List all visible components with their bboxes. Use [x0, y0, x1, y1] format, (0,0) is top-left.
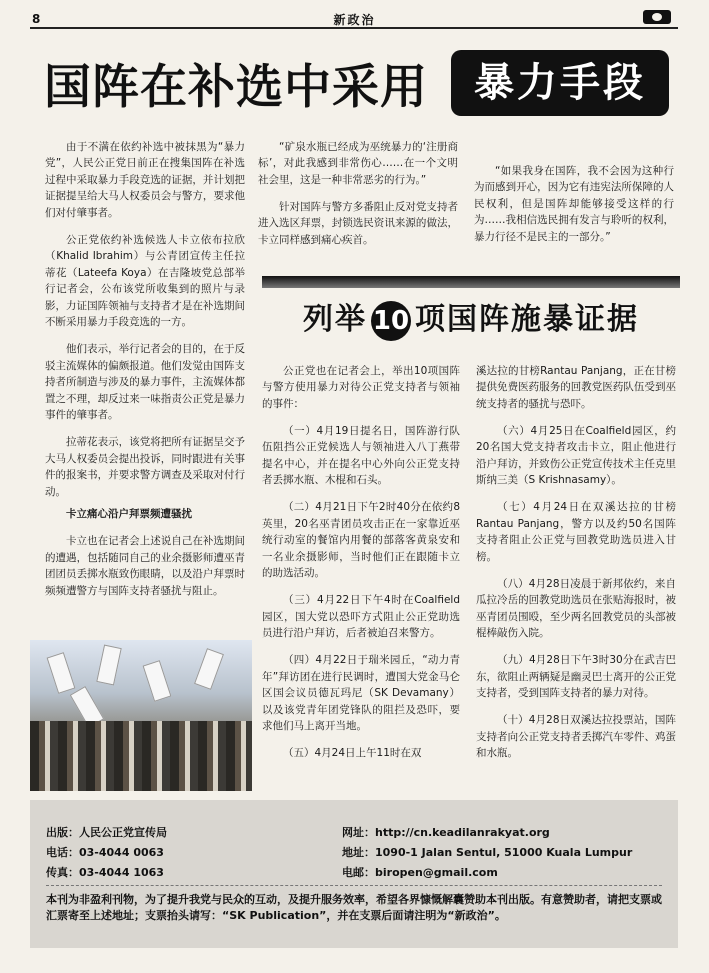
- headline-main: 国阵在补选中采用: [44, 60, 428, 115]
- article-column-1: [45, 128, 245, 605]
- article-column-2: [258, 128, 458, 254]
- evidence-item: （九）4月28日下午3时30分在武吉巴东，欲阻止两辆疑是幽灵巴士离开的公正党支持者，受到国阵支持者的暴力对待。: [476, 654, 676, 699]
- rally-crowd-photo-icon: [30, 640, 252, 791]
- evidence-item: （三）4月22日下午4时在Coalfield园区，国大党以恐吓方式阻止公正党助选员进行沿户拜访，后者被迫召来警方。: [262, 594, 460, 639]
- flag-icon: [96, 645, 122, 686]
- publication-name: 新政治: [333, 13, 376, 27]
- evidence-item: 公正党也在记者会上，举出10项国阵与警方使用暴力对待公正党支持者与领袖的事件：: [262, 364, 460, 410]
- evidence-item: （六）4月25日在Coalfield园区，约20名国大党支持者攻击卡立，阻止他进行沿户拜访，并致伤公正党宣传技术主任克里斯纳三美（S Krishnasamy）。: [476, 424, 676, 486]
- crowd-shape: [30, 721, 252, 791]
- section-title: [262, 297, 680, 343]
- article-quote: “如果我身在国阵，我不会因为这种行为而感到开心，因为它有违宪法所保障的人民权利，但是国阵却能够接受这样的行为……我相信选民拥有发言与聆听的权利，暴力行径不是民主的一部分。”: [474, 164, 674, 243]
- flag-icon: [194, 648, 224, 690]
- section-title-after: 项国阵施暴证据: [415, 302, 639, 337]
- fax-line: 传真：03-4044 1063: [46, 866, 164, 879]
- section-divider-bar: [262, 276, 680, 288]
- section-column-a: [262, 352, 460, 768]
- flag-icon: [143, 660, 172, 702]
- article-paragraph: 针对国阵与警方多番阻止反对党支持者进入选区拜票，封锁选民资讯来源的做法，卡立同样感到痛心疾首。: [258, 200, 458, 246]
- article-column-3: [474, 152, 674, 251]
- evidence-item: （七）4月24日在双溪达拉的甘榜Rantau Panjang，警方以及约50名国阵支持者阻止公正党与回教党助选员进入甘榜。: [476, 501, 676, 563]
- article-quote: “矿泉水瓶已经成为巫统暴力的‘注册商标’，对此我感到非常伤心……在一个文明社会里，这是一种非常恶劣的行为。”: [258, 140, 458, 186]
- kr-logo-icon: [643, 10, 671, 24]
- evidence-item: （十）4月28日双溪达拉投票站，国阵支持者向公正党支持者丢掷汽车零件、鸡蛋和水瓶。: [476, 714, 676, 759]
- article-paragraph: 由于不满在依约补选中被抹黑为“暴力党”，人民公正党日前正在搜集国阵在补选过程中采取暴力手段竞选的证据，并计划把证据提呈给大马人权委员会与警方，要求他们对付肇事者。: [45, 140, 245, 219]
- address-line: 地址：1090-1 Jalan Sentul, 51000 Kuala Lumpur: [342, 846, 633, 859]
- email-line[interactable]: 电邮：biropen@gmail.com: [342, 866, 498, 879]
- flag-icon: [47, 652, 76, 694]
- phone-line: 电话：03-4044 0063: [46, 846, 164, 859]
- article-paragraph: 他们表示，举行记者会的目的，在于反驳主流媒体的偏颇报道。他们发觉由国阵支持者所制造与涉及的暴力事件，主流媒体都置之不理，却反过来一味指责公正党是暴力事件的肇事者。: [45, 343, 245, 421]
- website-line[interactable]: 网址：http://cn.keadilanrakyat.org: [342, 826, 550, 839]
- evidence-item: （五）4月24日上午11时在双: [283, 747, 422, 759]
- page-number: 8: [32, 12, 41, 26]
- evidence-item: （二）4月21日下午2时40分在依约8英里，20名巫青团员攻击正在一家靠近巫统行动室的餐馆内用餐的部落客黄泉安和一名业余摄影师，当时他们正在跟随卡立的助选活动。: [262, 501, 460, 579]
- evidence-item: 溪达拉的甘榜Rantau Panjang，正在甘榜提供免费医药服务的回教党医药队伍受到巫统支持者的骚扰与恐吓。: [476, 364, 676, 410]
- sponsorship-note: 本刊为非盈利刊物，为了提升我党与民众的互动，及提升服务效率，希望各界慷慨解囊赞助本刊出版。有意赞助者，请把支票或汇票寄至上述地址；支票抬头请写：“SK Publication”，并在支票后面请注明为“新政治”。: [46, 893, 662, 922]
- article-paragraph: 拉蒂花表示，该党将把所有证据呈交予大马人权委员会提出投诉，同时跟进有关事件的报案书，并要求警方调查及采取对付行动。: [45, 436, 245, 498]
- article-subheading: 卡立痛心沿户拜票频遭骚扰: [66, 508, 192, 520]
- headline-boxed: 暴力手段: [451, 50, 669, 116]
- evidence-item: （四）4月22日于瑞米园丘，“动力青年”拜访团在进行民调时，遭国大党金马仑区国会议员德瓦玛尼（SK Devamany）以及该党青年团党锋队的阻拦及恐吓，要求他们马上离开当地。: [262, 654, 460, 732]
- article-paragraph: 卡立也在记者会上述说自己在补选期间的遭遇，包括随同自己的业余摄影师遭巫青团团员丢掷水瓶致伤眼睛，以及沿户拜票时频频遭警方与国阵支持者骚扰与阻止。: [45, 535, 245, 597]
- evidence-item: （一）4月19日提名日，国阵游行队伍阻挡公正党候选人与领袖进入八丁燕带提名中心，并在提名中心外向公正党支持者丢掷水瓶、木棍和石头。: [262, 424, 460, 486]
- section-column-b: [476, 352, 676, 768]
- footer-divider: [46, 885, 662, 886]
- section-title-before: 列举: [303, 302, 367, 337]
- section-number-badge: 10: [371, 301, 411, 341]
- evidence-item: （八）4月28日凌晨于新邦依约，来自瓜拉冷岳的回教党助选员在张贴海报时，被巫青团员围殴，至少两名回教党员的头部被棍棒敲伤入院。: [476, 577, 676, 639]
- article-paragraph: 公正党依约补选候选人卡立依布拉欣（Khalid Ibrahim）与公青团宣传主任拉蒂花（Lateefa Koya）在吉隆坡党总部举行记者会，公布该党所收集到的照片与录影，力证国阵领袖与支持者才是在补选期间不断采用暴力手段竞选的一方。: [45, 233, 245, 328]
- header-divider: [30, 27, 678, 29]
- footer-info-box: [30, 800, 678, 948]
- publisher-line: 出版：人民公正党宣传局: [46, 826, 167, 839]
